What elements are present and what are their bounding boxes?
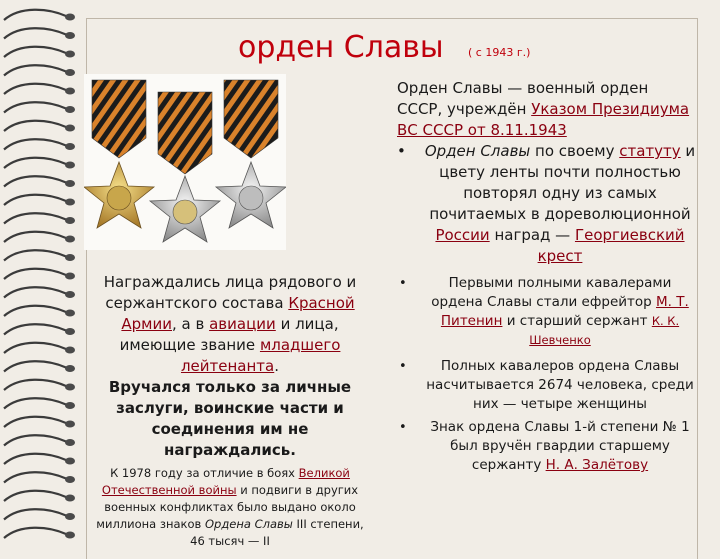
spiral-ring [4,398,66,408]
link-aviation[interactable]: авиации [209,315,276,333]
right-column [397,78,697,475]
page-title: орден Славы [238,30,444,65]
spiral-hole [65,199,75,206]
bullet-text: Знак ордена Славы 1-й степени № 1 был вручён гвардии старшему сержанту [430,419,690,473]
spiral-ring [4,28,66,38]
link-pitenin[interactable]: М. Т. Питенин [440,294,689,329]
spiral-ring [4,176,66,186]
link-shevchenko[interactable]: К. К. Шевченко [529,314,680,347]
left-text: , а в [172,315,210,333]
bullet-text: наград — [489,226,575,244]
bullet-text: Первыми полными кавалерами ордена Славы стали ефрейтор [431,275,672,310]
link-junior-lieutenant[interactable]: младшего лейтенанта [180,336,341,375]
spiral-ring [4,65,66,75]
spiral-hole [65,310,75,317]
left-description [88,272,372,461]
left-text: Награждались лица рядового и сержантского состава [103,273,357,312]
bullet-first-badge [399,418,697,475]
link-red-army[interactable]: Красной Армии [121,294,355,333]
spiral-hole [65,32,75,39]
spiral-ring [4,472,66,482]
left-text: . [274,357,280,375]
spiral-ring [4,102,66,112]
note-italic: Ордена Славы [204,517,293,531]
spiral-hole [65,439,75,446]
spiral-ring [4,435,66,445]
link-statute[interactable]: статуту [619,142,681,160]
bullet-text: по своему [530,142,620,160]
spiral-ring [4,269,66,279]
spiral-ring [4,47,66,57]
spiral-hole [65,51,75,58]
bullet-dot: • [397,142,406,160]
spiral-hole [65,328,75,335]
note-text: К 1978 году за отличие в боях [110,466,299,480]
spiral-hole [65,402,75,409]
spiral-ring [4,509,66,519]
note-text: III степени, 46 тысяч — II [190,517,364,548]
spiral-hole [65,217,75,224]
spiral-hole [65,495,75,502]
link-great-patriotic-war[interactable]: Великой Отечественной войны [101,466,350,497]
spiral-hole [65,384,75,391]
spiral-hole [65,180,75,187]
spiral-hole [65,458,75,465]
spiral-ring [4,491,66,501]
spiral-hole [65,143,75,150]
bullet-text: и цвету ленты почти полностью повторял одну из самых почитаемых в дореволюционной [429,142,696,223]
left-awarded-text: Вручался только за личные заслуги, воинские части и соединения им не награждались. [108,378,352,459]
note-text: и подвиги в других военных конфликтах было выдано около миллиона знаков [96,483,359,531]
link-george-cross[interactable]: Георгиевский крест [537,226,685,265]
spiral-hole [65,273,75,280]
spiral-hole [65,14,75,21]
title-year: ( с 1943 г.) [468,46,531,59]
left-text: и лица, имеющие звание [119,315,339,354]
bullet-dot: • [399,420,407,435]
spiral-ring [4,195,66,205]
link-decree[interactable]: Указом Президиума ВС СССР от 8.11.1943 [397,100,690,139]
bullet-first-holders [399,274,697,350]
spiral-ring [4,380,66,390]
bullet-dot: • [399,359,407,374]
spiral-ring [4,287,66,297]
spiral-binding [0,0,82,540]
spiral-ring [4,417,66,427]
bullet-holders-count [399,357,697,414]
spiral-ring [4,10,66,20]
spiral-hole [65,365,75,372]
link-zaletov[interactable]: Н. А. Залётову [545,457,649,473]
bullet-dot: • [399,276,407,291]
spiral-ring [4,84,66,94]
spiral-ring [4,139,66,149]
medals-image [84,74,286,250]
spiral-ring [4,250,66,260]
left-note [92,465,368,550]
spiral-ring [4,324,66,334]
spiral-hole [65,162,75,169]
spiral-ring [4,306,66,316]
spiral-hole [65,476,75,483]
spiral-hole [65,291,75,298]
intro-text: Орден Славы — военный орден СССР, учреждён [397,79,649,118]
spiral-hole [65,236,75,243]
spiral-hole [65,513,75,520]
link-russia[interactable]: России [435,226,490,244]
spiral-ring [4,213,66,223]
spiral-ring [4,158,66,168]
spiral-hole [65,106,75,113]
spiral-ring [4,343,66,353]
spiral-hole [65,421,75,428]
bullet-text: Полных кавалеров ордена Славы насчитывается 2674 человека, среди них — четыре женщины [426,358,694,412]
spiral-ring [4,528,66,538]
spiral-hole [65,254,75,261]
spiral-hole [65,347,75,354]
spiral-ring [4,454,66,464]
spiral-ring [4,121,66,131]
spiral-ring [4,361,66,371]
spiral-hole [65,88,75,95]
bullet-italic: Орден Славы [424,142,531,160]
bullet-ribbon [397,141,697,267]
spiral-hole [65,125,75,132]
spiral-hole [65,532,75,539]
intro-paragraph [397,78,697,141]
bullet-text: и старший сержант [502,313,652,329]
spiral-ring [4,232,66,242]
spiral-hole [65,69,75,76]
